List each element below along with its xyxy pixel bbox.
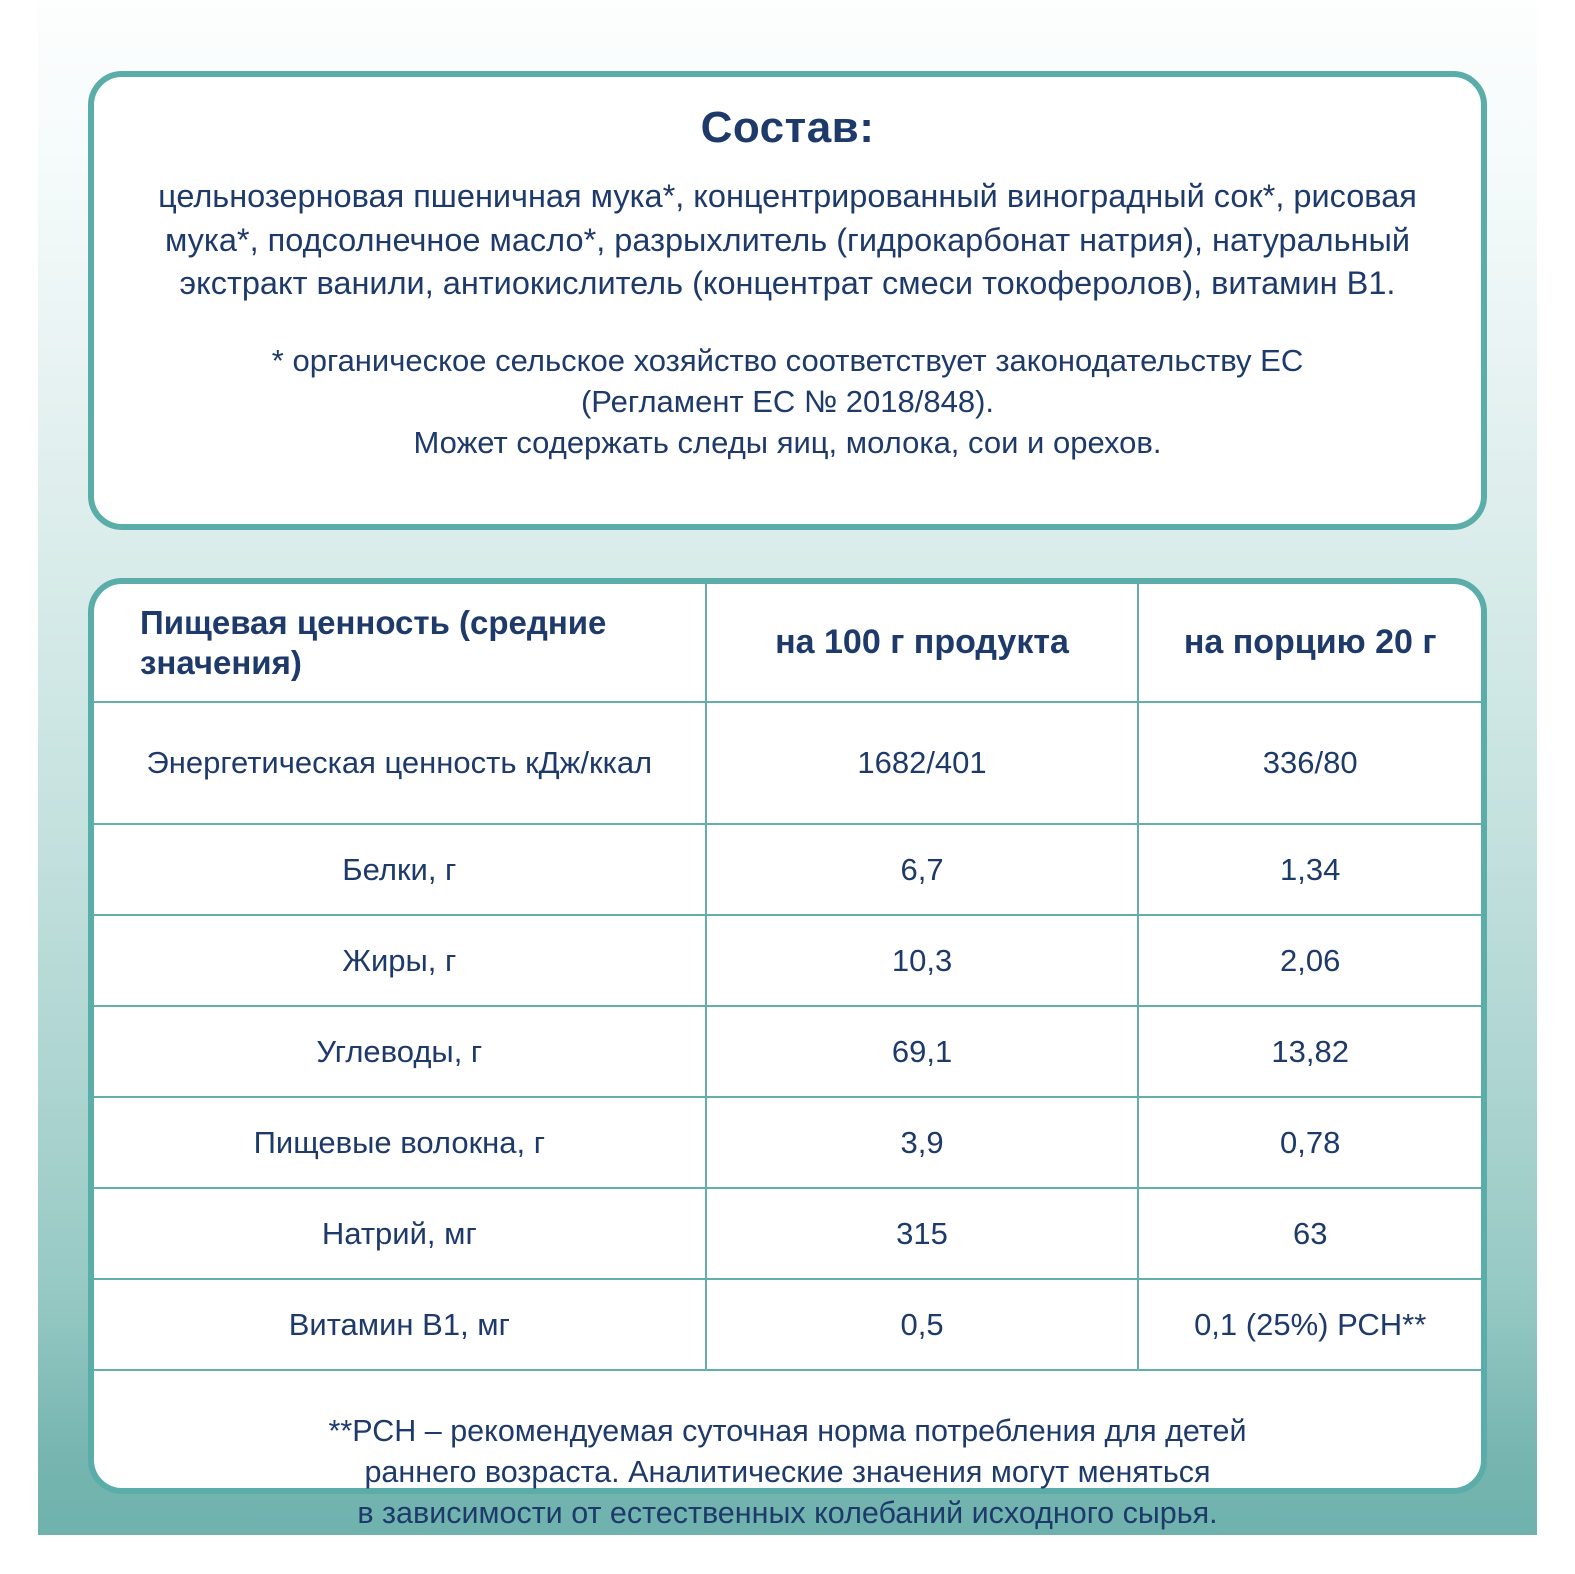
row-label: Белки, г bbox=[94, 824, 706, 915]
row-label: Энергетическая ценность кДж/ккал bbox=[94, 702, 706, 824]
row-label: Углеводы, г bbox=[94, 1006, 706, 1097]
row-value-per-serving: 63 bbox=[1138, 1188, 1481, 1279]
footnote-line: **РСН – рекомендуемая суточная норма потребления для детей bbox=[328, 1414, 1247, 1448]
nutrition-facts-card bbox=[88, 578, 1487, 1531]
row-value-per-100g: 69,1 bbox=[706, 1006, 1139, 1097]
row-value-per-serving: 0,78 bbox=[1138, 1097, 1481, 1188]
row-value-per-100g: 1682/401 bbox=[706, 702, 1139, 824]
table-row bbox=[94, 1006, 1481, 1097]
row-value-per-serving: 13,82 bbox=[1138, 1006, 1481, 1097]
nutrition-footnote bbox=[94, 1371, 1481, 1535]
composition-card bbox=[88, 71, 1487, 530]
table-row bbox=[94, 1279, 1481, 1370]
row-value-per-100g: 3,9 bbox=[706, 1097, 1139, 1188]
row-value-per-100g: 6,7 bbox=[706, 824, 1139, 915]
row-label: Витамин B1, мг bbox=[94, 1279, 706, 1370]
table-row bbox=[94, 824, 1481, 915]
row-label: Пищевые волокна, г bbox=[94, 1097, 706, 1188]
table-header-row bbox=[94, 584, 1481, 702]
footnote-line: раннего возраста. Аналитические значения могут меняться bbox=[364, 1455, 1211, 1490]
row-label: Натрий, мг bbox=[94, 1188, 706, 1279]
composition-notes bbox=[138, 340, 1437, 464]
composition-note-line: Может содержать следы яиц, молока, сои и орехов. bbox=[413, 425, 1162, 461]
column-header-nutrient: Пищевая ценность (средние значения) bbox=[94, 584, 706, 702]
composition-ingredients-text: цельнозерновая пшеничная мука*, концентрированный виноградный сок*, рисовая мука*, подсолнечное масло*, разрыхлитель (гидрокарбонат натрия), натуральный экстракт ванили, антиокислитель (концентрат смеси токоферолов), витамин B1. bbox=[158, 178, 1417, 302]
row-label: Жиры, г bbox=[94, 915, 706, 1006]
column-header-per-100g: на 100 г продукта bbox=[706, 584, 1139, 702]
row-value-per-serving: 1,34 bbox=[1138, 824, 1481, 915]
table-row bbox=[94, 702, 1481, 824]
table-row bbox=[94, 1188, 1481, 1279]
row-value-per-100g: 10,3 bbox=[706, 915, 1139, 1006]
composition-note-line: * органическое сельское хозяйство соответствует законодательству ЕС bbox=[271, 342, 1304, 378]
row-value-per-100g: 315 bbox=[706, 1188, 1139, 1279]
column-header-per-serving: на порцию 20 г bbox=[1138, 584, 1481, 702]
table-row bbox=[94, 915, 1481, 1006]
row-value-per-serving: 0,1 (25%) РСН** bbox=[1138, 1279, 1481, 1370]
table-row bbox=[94, 1097, 1481, 1188]
row-value-per-100g: 0,5 bbox=[706, 1279, 1139, 1370]
nutrition-table bbox=[94, 584, 1481, 1371]
row-value-per-serving: 2,06 bbox=[1138, 915, 1481, 1006]
composition-title: Состав: bbox=[700, 103, 875, 152]
composition-note-line: (Регламент ЕС № 2018/848). bbox=[580, 383, 995, 419]
footnote-line: в зависимости от естественных колебаний исходного сырья. bbox=[357, 1496, 1218, 1531]
row-value-per-serving: 336/80 bbox=[1138, 702, 1481, 824]
